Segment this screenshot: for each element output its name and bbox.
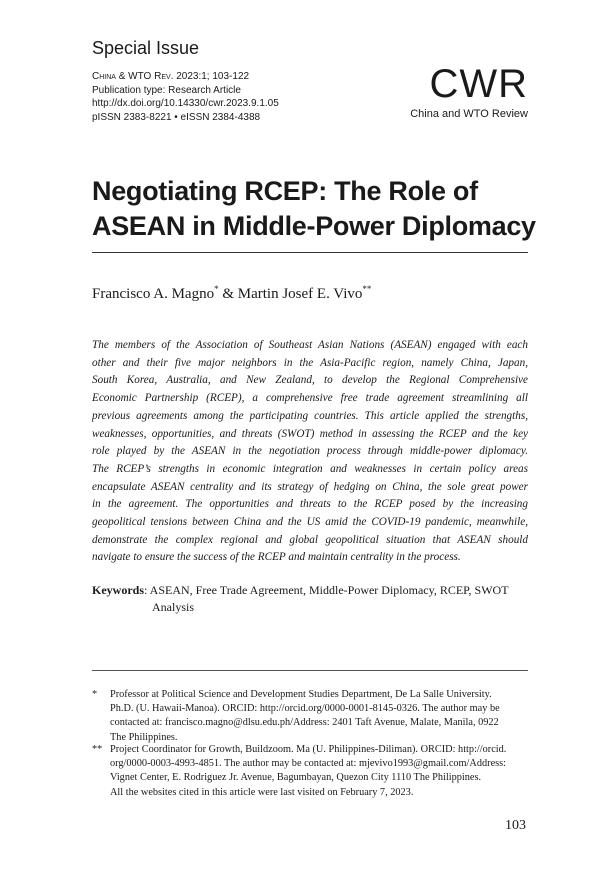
footnote-line: Project Coordinator for Growth, Buildzoom. Ma (U. Philippines-Diliman). ORCID: http://orcid. [110, 744, 507, 755]
abstract-line: South Korea, Australia, and New Zealand, to develop the Regional Comprehensive [92, 374, 528, 387]
footnote-websites-note: All the websites cited in this article were last visited on February 7, 2023. [110, 787, 414, 798]
abstract-line: demonstrate the complex regional and global geopolitical situation that ASEAN should [92, 533, 528, 546]
logo-subtitle: China and WTO Review [410, 108, 528, 120]
abstract-line: weaknesses, opportunities, and threats (SWOT) method in assessing the RCEP and the key [92, 427, 528, 440]
page-number: 103 [505, 818, 526, 833]
footnote-line: contacted at: francisco.magno@dlsu.edu.ph/Address: 2401 Taft Avenue, Malate, Manila, 0922 [110, 717, 499, 729]
keywords [92, 582, 528, 616]
abstract-line: previous agreements among the participating countries. This article applied the strengths, [92, 409, 528, 422]
author-separator: & [218, 286, 238, 302]
abstract-line: encapsulate ASEAN centrality and its strategy of hedging on China, the sole great power [92, 480, 528, 493]
keywords-list-continued: Analysis [152, 600, 194, 614]
journal-meta [92, 70, 279, 124]
publication-type: Publication type: Research Article [92, 84, 241, 96]
journal-name: China & WTO Rev. [92, 71, 174, 82]
article-title [92, 174, 536, 244]
journal-logo [386, 62, 528, 120]
footnote-line: Professor at Political Science and Development Studies Department, De La Salle University. [110, 689, 492, 700]
footnote-author-2 [92, 743, 528, 786]
author-line [92, 284, 371, 303]
footnote-line: The Philippines. [110, 731, 178, 743]
abstract-line: role played by the ASEAN in the negotiation process through middle-power diplomacy. [92, 445, 528, 458]
author-footnote-mark[interactable]: ** [362, 284, 372, 294]
logo-mark: CWR [429, 62, 528, 106]
footnote-line: Ph.D. (U. Hawaii-Manoa). ORCID: http://orcid.org/0000-0001-8145-0326. The author may be [110, 703, 500, 715]
abstract-line: navigate to ensure the success of the RCEP and maintain centrality in the process. [92, 551, 461, 564]
title-line: ASEAN in Middle-Power Diplomacy [92, 211, 536, 241]
footnote-line: Vignet Center, E. Rodriguez Jr. Avenue, Bagumbayan, Quezon City 1110 The Philippines. [110, 772, 482, 784]
abstract-line: other and their five major neighbors in the Asia-Pacific region, namely China, Japan, [92, 356, 528, 369]
issn: pISSN 2383-8221 • eISSN 2384-4388 [92, 111, 261, 123]
abstract-line: The members of the Association of Southeast Asian Nations (ASEAN) engaged with each [92, 339, 528, 351]
abstract [92, 337, 528, 567]
footnote-author-1 [92, 688, 528, 745]
keywords-label: Keywords [92, 583, 144, 597]
special-issue-label: Special Issue [92, 38, 200, 58]
author-name: Martin Josef E. Vivo [237, 286, 363, 302]
journal-citation [92, 70, 279, 84]
abstract-line: The RCEP’s strengths in economic integration and weaknesses in certain policy areas [92, 462, 528, 475]
keywords-list: : ASEAN, Free Trade Agreement, Middle-Power Diplomacy, RCEP, SWOT [144, 583, 509, 597]
journal-issue: 2023:1; 103-122 [176, 71, 250, 82]
title-line: Negotiating RCEP: The Role of [92, 176, 478, 206]
author-name: Francisco A. Magno [92, 286, 215, 302]
footnote-divider [92, 670, 528, 671]
author-footnote-mark[interactable]: * [214, 284, 219, 294]
abstract-line: in the agreement. The opportunities and threats to the RCEP posed by the increasing [92, 498, 528, 511]
abstract-line: Economic Partnership (RCEP), a comprehensive free trade agreement streamlining all [92, 392, 528, 405]
doi-link[interactable]: http://dx.doi.org/10.14330/cwr.2023.9.1.05 [92, 98, 279, 109]
footnote-mark: ** [92, 744, 103, 755]
abstract-line: geopolitical tensions between China and the US amid the COVID-19 pandemic, meanwhile, [92, 516, 528, 529]
footnote-line: org/0000-0003-4993-4851. The author may be contacted at: mjevivo1993@gmail.com/Address: [110, 758, 507, 770]
footnote-mark: * [92, 689, 98, 700]
title-divider [92, 252, 528, 253]
